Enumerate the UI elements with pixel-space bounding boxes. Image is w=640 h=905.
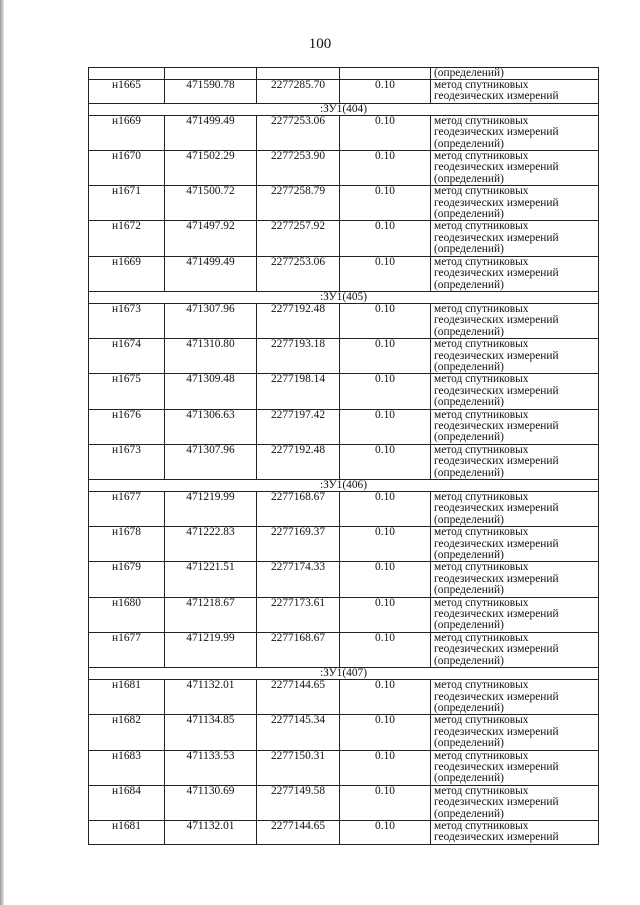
method-line: геодезических измерений bbox=[434, 161, 559, 174]
method-line: геодезических измерений bbox=[434, 725, 559, 738]
method-cell bbox=[431, 715, 599, 750]
method-line: геодезических измерений bbox=[434, 419, 559, 432]
point-id-cell: н1679 bbox=[89, 562, 165, 597]
x-coordinate-cell: 471132.01 bbox=[165, 820, 257, 844]
section-label: :ЗУ1(406) bbox=[89, 480, 599, 492]
section-header-row bbox=[89, 668, 599, 680]
accuracy-cell: 0.10 bbox=[340, 115, 431, 150]
method-line: метод спутниковых bbox=[434, 185, 529, 198]
method-line: геодезических измерений bbox=[434, 572, 559, 585]
accuracy-cell: 0.10 bbox=[340, 680, 431, 715]
method-line: (определений) bbox=[434, 513, 504, 526]
method-cell bbox=[431, 115, 599, 150]
table-row bbox=[89, 444, 599, 479]
section-label: :ЗУ1(407) bbox=[89, 668, 599, 680]
method-cell bbox=[431, 151, 599, 186]
method-line: метод спутниковых bbox=[434, 302, 529, 315]
method-line: геодезических измерений bbox=[434, 608, 559, 621]
scan-edge bbox=[0, 0, 4, 905]
method-line: метод спутниковых bbox=[434, 338, 529, 351]
table-row bbox=[89, 715, 599, 750]
method-cell bbox=[431, 444, 599, 479]
method-line: (определений) bbox=[434, 654, 504, 667]
method-line: (определений) bbox=[434, 360, 504, 373]
method-line: метод спутниковых bbox=[434, 491, 529, 503]
accuracy-cell: 0.10 bbox=[340, 444, 431, 479]
point-id-cell: н1670 bbox=[89, 151, 165, 186]
point-id-cell: н1677 bbox=[89, 492, 165, 527]
x-coordinate-cell: 471499.49 bbox=[165, 256, 257, 291]
method-line: (определений) bbox=[434, 807, 504, 820]
point-id-cell: н1681 bbox=[89, 820, 165, 844]
section-label: :ЗУ1(405) bbox=[89, 291, 599, 303]
accuracy-cell: 0.10 bbox=[340, 820, 431, 844]
table-row bbox=[89, 374, 599, 409]
point-id-cell: н1682 bbox=[89, 715, 165, 750]
method-line: метод спутниковых bbox=[434, 784, 529, 797]
coordinates-table-body bbox=[89, 68, 599, 845]
table-row bbox=[89, 409, 599, 444]
method-cell bbox=[431, 256, 599, 291]
y-coordinate-cell: 2277253.06 bbox=[257, 115, 340, 150]
x-coordinate-cell: 471497.92 bbox=[165, 221, 257, 256]
section-header-row bbox=[89, 291, 599, 303]
point-id-cell: н1681 bbox=[89, 680, 165, 715]
method-line: геодезических измерений bbox=[434, 760, 559, 773]
method-line: (определений) bbox=[434, 737, 504, 750]
method-line: метод спутниковых bbox=[434, 150, 529, 163]
point-id-cell: н1684 bbox=[89, 785, 165, 820]
y-coordinate-cell: 2277285.70 bbox=[257, 80, 340, 104]
method-line: (определений) bbox=[434, 243, 504, 256]
method-cell bbox=[431, 186, 599, 221]
y-coordinate-cell: 2277197.42 bbox=[257, 409, 340, 444]
method-line: геодезических измерений bbox=[434, 796, 559, 809]
accuracy-cell: 0.10 bbox=[340, 492, 431, 527]
cell-empty bbox=[340, 68, 431, 80]
accuracy-cell: 0.10 bbox=[340, 374, 431, 409]
method-cell bbox=[431, 632, 599, 667]
table-row bbox=[89, 492, 599, 527]
method-line: геодезических измерений bbox=[434, 267, 559, 280]
y-coordinate-cell: 2277169.37 bbox=[257, 527, 340, 562]
accuracy-cell: 0.10 bbox=[340, 339, 431, 374]
point-id-cell: н1672 bbox=[89, 221, 165, 256]
accuracy-cell: 0.10 bbox=[340, 527, 431, 562]
accuracy-cell: 0.10 bbox=[340, 632, 431, 667]
y-coordinate-cell: 2277144.65 bbox=[257, 820, 340, 844]
method-cell bbox=[431, 527, 599, 562]
method-cell bbox=[431, 80, 599, 104]
method-cell: (определений) bbox=[431, 68, 599, 80]
method-line: метод спутниковых bbox=[434, 819, 529, 832]
point-id-cell: н1674 bbox=[89, 339, 165, 374]
y-coordinate-cell: 2277198.14 bbox=[257, 374, 340, 409]
method-line: геодезических измерений bbox=[434, 455, 559, 468]
accuracy-cell: 0.10 bbox=[340, 303, 431, 338]
accuracy-cell: 0.10 bbox=[340, 785, 431, 820]
method-line: метод спутниковых bbox=[434, 749, 529, 762]
x-coordinate-cell: 471130.69 bbox=[165, 785, 257, 820]
method-line: геодезических измерений bbox=[434, 537, 559, 550]
y-coordinate-cell: 2277253.90 bbox=[257, 151, 340, 186]
method-line: метод спутниковых bbox=[434, 255, 529, 268]
method-line: (определений) bbox=[434, 396, 504, 409]
method-cell bbox=[431, 303, 599, 338]
method-cell bbox=[431, 374, 599, 409]
point-id-cell: н1676 bbox=[89, 409, 165, 444]
method-line: метод спутниковых bbox=[434, 631, 529, 644]
x-coordinate-cell: 471219.99 bbox=[165, 492, 257, 527]
x-coordinate-cell: 471219.99 bbox=[165, 632, 257, 667]
method-line: метод спутниковых bbox=[434, 679, 529, 692]
method-cell bbox=[431, 680, 599, 715]
table-row bbox=[89, 221, 599, 256]
method-cell bbox=[431, 409, 599, 444]
method-line: (определений) bbox=[434, 549, 504, 562]
y-coordinate-cell: 2277145.34 bbox=[257, 715, 340, 750]
method-line: геодезических измерений bbox=[434, 314, 559, 327]
method-line: метод спутниковых bbox=[434, 373, 529, 386]
method-line: метод спутниковых bbox=[434, 408, 529, 421]
point-id-cell: н1680 bbox=[89, 597, 165, 632]
method-line: (определений) bbox=[434, 208, 504, 221]
accuracy-cell: 0.10 bbox=[340, 221, 431, 256]
method-line: (определений) bbox=[434, 278, 504, 291]
method-line: геодезических измерений bbox=[434, 196, 559, 209]
accuracy-cell: 0.10 bbox=[340, 256, 431, 291]
table-row bbox=[89, 80, 599, 104]
point-id-cell: н1683 bbox=[89, 750, 165, 785]
method-cell bbox=[431, 562, 599, 597]
y-coordinate-cell: 2277257.92 bbox=[257, 221, 340, 256]
method-line: геодезических измерений bbox=[434, 831, 559, 844]
table-row bbox=[89, 186, 599, 221]
accuracy-cell: 0.10 bbox=[340, 715, 431, 750]
y-coordinate-cell: 2277193.18 bbox=[257, 339, 340, 374]
accuracy-cell: 0.10 bbox=[340, 562, 431, 597]
table-row bbox=[89, 527, 599, 562]
point-id-cell: н1673 bbox=[89, 303, 165, 338]
method-line: метод спутниковых bbox=[434, 714, 529, 727]
method-line: метод спутниковых bbox=[434, 596, 529, 609]
x-coordinate-cell: 471590.78 bbox=[165, 80, 257, 104]
table-row bbox=[89, 339, 599, 374]
method-cell bbox=[431, 750, 599, 785]
page-number: 100 bbox=[308, 36, 332, 52]
method-line: (определений) bbox=[434, 701, 504, 714]
x-coordinate-cell: 471310.80 bbox=[165, 339, 257, 374]
method-line: метод спутниковых bbox=[434, 443, 529, 456]
accuracy-cell: 0.10 bbox=[340, 80, 431, 104]
method-line: (определений) bbox=[434, 172, 504, 185]
method-cell bbox=[431, 492, 599, 527]
continuation-row bbox=[89, 68, 599, 80]
method-cell bbox=[431, 785, 599, 820]
method-line: геодезических измерений bbox=[434, 231, 559, 244]
y-coordinate-cell: 2277192.48 bbox=[257, 303, 340, 338]
cell-empty bbox=[257, 68, 340, 80]
section-header-row bbox=[89, 480, 599, 492]
point-id-cell: н1665 bbox=[89, 80, 165, 104]
method-line: геодезических измерений bbox=[434, 384, 559, 397]
x-coordinate-cell: 471307.96 bbox=[165, 444, 257, 479]
accuracy-cell: 0.10 bbox=[340, 151, 431, 186]
method-line: (определений) bbox=[434, 619, 504, 632]
y-coordinate-cell: 2277258.79 bbox=[257, 186, 340, 221]
method-line: геодезических измерений bbox=[434, 126, 559, 139]
method-line: геодезических измерений bbox=[434, 90, 559, 103]
method-line: метод спутниковых bbox=[434, 561, 529, 574]
x-coordinate-cell: 471218.67 bbox=[165, 597, 257, 632]
y-coordinate-cell: 2277149.58 bbox=[257, 785, 340, 820]
y-coordinate-cell: 2277253.06 bbox=[257, 256, 340, 291]
x-coordinate-cell: 471307.96 bbox=[165, 303, 257, 338]
method-cell bbox=[431, 339, 599, 374]
method-line: (определений) bbox=[434, 466, 504, 479]
table-row bbox=[89, 115, 599, 150]
method-line: (определений) bbox=[434, 772, 504, 785]
method-line: геодезических измерений bbox=[434, 502, 559, 515]
method-cell bbox=[431, 221, 599, 256]
x-coordinate-cell: 471502.29 bbox=[165, 151, 257, 186]
method-line: геодезических измерений bbox=[434, 349, 559, 362]
method-line: геодезических измерений bbox=[434, 643, 559, 656]
point-id-cell: н1675 bbox=[89, 374, 165, 409]
method-cell bbox=[431, 597, 599, 632]
method-line: метод спутниковых bbox=[434, 526, 529, 539]
x-coordinate-cell: 471306.63 bbox=[165, 409, 257, 444]
x-coordinate-cell: 471133.53 bbox=[165, 750, 257, 785]
accuracy-cell: 0.10 bbox=[340, 750, 431, 785]
x-coordinate-cell: 471500.72 bbox=[165, 186, 257, 221]
section-header-row bbox=[89, 103, 599, 115]
table-row bbox=[89, 562, 599, 597]
method-line: (определений) bbox=[434, 137, 504, 150]
point-id-cell: н1669 bbox=[89, 115, 165, 150]
y-coordinate-cell: 2277144.65 bbox=[257, 680, 340, 715]
x-coordinate-cell: 471499.49 bbox=[165, 115, 257, 150]
y-coordinate-cell: 2277173.61 bbox=[257, 597, 340, 632]
table-row bbox=[89, 597, 599, 632]
table-row bbox=[89, 256, 599, 291]
x-coordinate-cell: 471221.51 bbox=[165, 562, 257, 597]
method-line: геодезических измерений bbox=[434, 690, 559, 703]
table-row bbox=[89, 151, 599, 186]
x-coordinate-cell: 471309.48 bbox=[165, 374, 257, 409]
method-line: (определений) bbox=[434, 325, 504, 338]
y-coordinate-cell: 2277168.67 bbox=[257, 632, 340, 667]
table-row bbox=[89, 820, 599, 844]
y-coordinate-cell: 2277168.67 bbox=[257, 492, 340, 527]
method-cell bbox=[431, 820, 599, 844]
method-line: метод спутниковых bbox=[434, 220, 529, 233]
table-row bbox=[89, 303, 599, 338]
point-id-cell: н1669 bbox=[89, 256, 165, 291]
section-label: :ЗУ1(404) bbox=[89, 103, 599, 115]
method-line: (определений) bbox=[434, 584, 504, 597]
cell-empty bbox=[89, 68, 165, 80]
method-line: (определений) bbox=[434, 431, 504, 444]
x-coordinate-cell: 471134.85 bbox=[165, 715, 257, 750]
accuracy-cell: 0.10 bbox=[340, 597, 431, 632]
method-line: метод спутниковых bbox=[434, 79, 529, 91]
y-coordinate-cell: 2277174.33 bbox=[257, 562, 340, 597]
y-coordinate-cell: 2277192.48 bbox=[257, 444, 340, 479]
cell-empty bbox=[165, 68, 257, 80]
x-coordinate-cell: 471132.01 bbox=[165, 680, 257, 715]
table-row bbox=[89, 785, 599, 820]
table-row bbox=[89, 632, 599, 667]
x-coordinate-cell: 471222.83 bbox=[165, 527, 257, 562]
table-row bbox=[89, 750, 599, 785]
point-id-cell: н1671 bbox=[89, 186, 165, 221]
y-coordinate-cell: 2277150.31 bbox=[257, 750, 340, 785]
accuracy-cell: 0.10 bbox=[340, 186, 431, 221]
point-id-cell: н1673 bbox=[89, 444, 165, 479]
point-id-cell: н1678 bbox=[89, 527, 165, 562]
table-row bbox=[89, 680, 599, 715]
method-line: метод спутниковых bbox=[434, 114, 529, 127]
accuracy-cell: 0.10 bbox=[340, 409, 431, 444]
point-id-cell: н1677 bbox=[89, 632, 165, 667]
coordinates-table bbox=[88, 67, 599, 845]
